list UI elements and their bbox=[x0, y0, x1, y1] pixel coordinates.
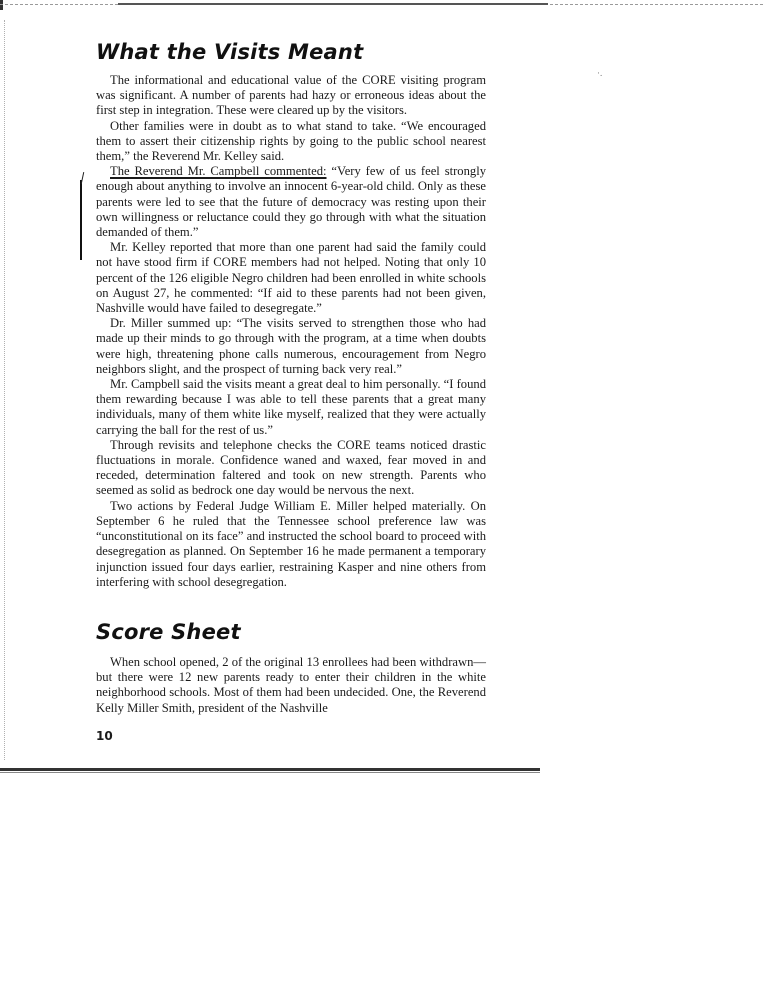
scan-bottom-edge bbox=[0, 772, 540, 773]
paragraph-text: “Very few of us feel strongly enough about anything to involve an innocent 6-year-old child. Only as these parents were led to see that the future of democracy was resting upon their own willingness or reluctance could they go through with what the situation demanded of them.” bbox=[96, 164, 486, 240]
scan-top-rule bbox=[118, 3, 548, 5]
page-number: 10 bbox=[96, 729, 113, 743]
scan-edge-mark bbox=[0, 0, 3, 10]
paragraph: Two actions by Federal Judge William E. Miller helped materially. On September 6 he ruled that the Tennessee school preference law was “unconstitutional on its face” and instructed the school board to proceed with desegregation as planned. On September 16 he made permanent a temporary injunction issued four days earlier, restraining Kasper and nine others from interfering with school desegregation. bbox=[96, 498, 486, 589]
section-heading-score-sheet: Score Sheet bbox=[96, 620, 241, 644]
scan-bottom-rule bbox=[0, 768, 540, 771]
section-body-score-sheet bbox=[96, 655, 486, 716]
scan-left-edge bbox=[4, 20, 5, 760]
paragraph: Mr. Campbell said the visits meant a great deal to him personally. “I found them rewarding because I was able to tell these parents that a great many individuals, many of them white like myself, realized that they were actually carrying the ball for the rest of us.” bbox=[96, 377, 486, 437]
paragraph: Mr. Kelley reported that more than one parent had said the family could not have stood firm if CORE members had not helped. Noting that only 10 percent of the 126 eligible Negro children had been enrolled in white schools on August 27, he commented: “If aid to these parents had not been given, Nashville would have failed to desegregate.” bbox=[96, 240, 486, 316]
paragraph: The informational and educational value of the CORE visiting program was significant. A number of parents had hazy or erroneous ideas about the first step in integration. These were cleared up by the visitors. bbox=[96, 73, 486, 118]
margin-annotation-line bbox=[80, 180, 82, 260]
section-heading-visits: What the Visits Meant bbox=[96, 40, 364, 64]
paragraph: Through revisits and telephone checks the CORE teams noticed drastic fluctuations in morale. Confidence waned and waxed, fear moved in and receded, determination faltered and took on new strength. Parents who seemed as solid as bedrock one day would be nervous the next. bbox=[96, 437, 486, 498]
section-body-visits bbox=[96, 73, 486, 590]
margin-annotation-tick bbox=[81, 172, 84, 184]
paragraph: When school opened, 2 of the original 13 enrollees had been withdrawn—but there were 12 new parents ready to enter their children in the white neighborhood schools. Most of them had been undecided. One, the Reverend Kelly Miller Smith, president of the Nashville bbox=[96, 655, 486, 715]
paragraph-campbell bbox=[96, 164, 486, 240]
paragraph: Other families were in doubt as to what stand to take. “We encouraged them to assert their citizenship rights by going to the public school nearest them,” the Reverend Mr. Kelley said. bbox=[96, 118, 486, 164]
paragraph: Dr. Miller summed up: “The visits served to strengthen those who had made up their minds to go through with the program, at a time when doubts were high, threatening phone calls numerous, encouragement from Negro neighbors slight, and the prospect of turning back very real.” bbox=[96, 316, 486, 376]
scan-speck: ·. bbox=[597, 68, 603, 78]
underlined-phrase: The Reverend Mr. Campbell commented: bbox=[110, 164, 327, 179]
